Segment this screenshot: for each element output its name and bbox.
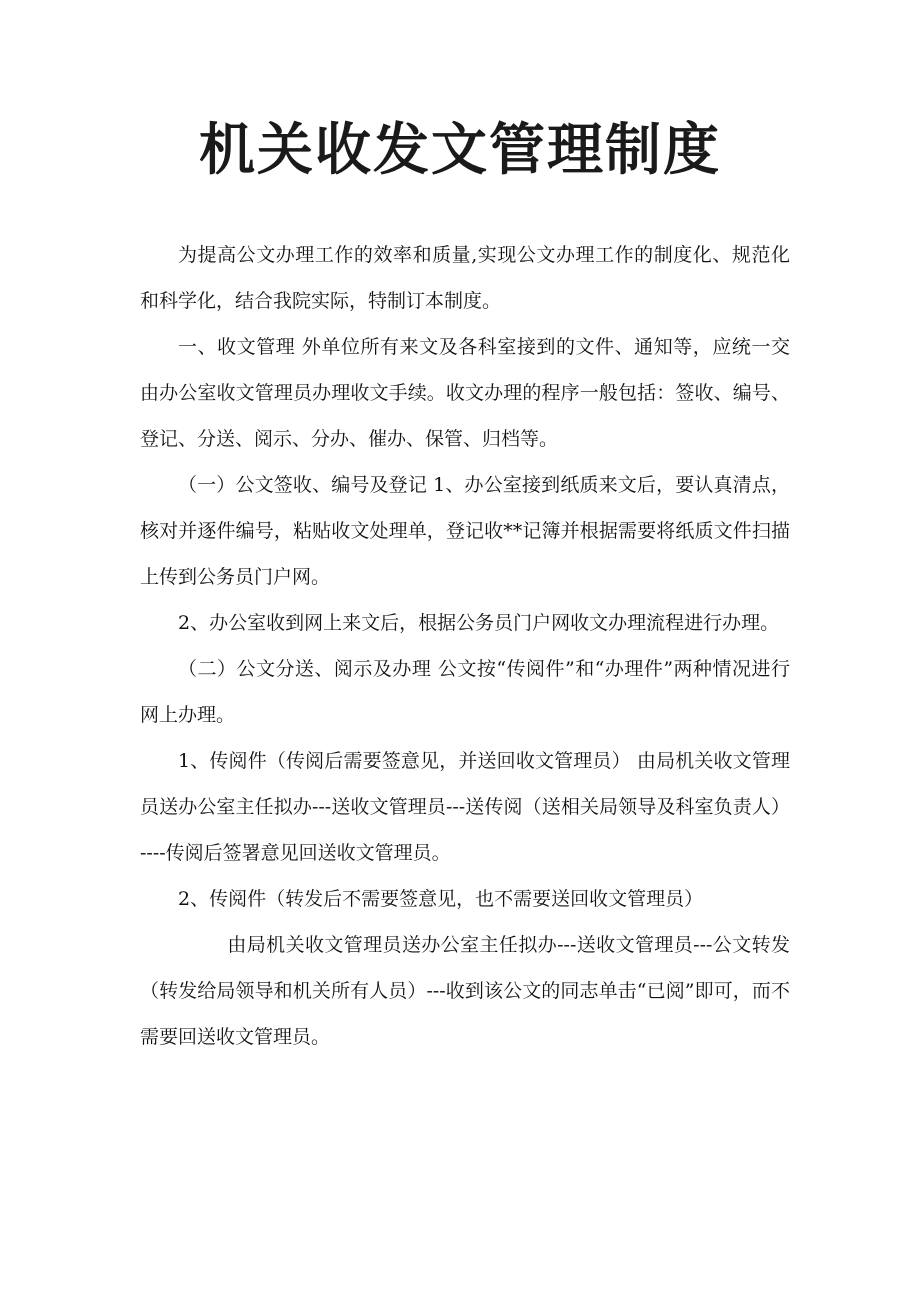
paragraph-circulation-without-opinion: 2、传阅件（转发后不需要签意见，也不需要送回收文管理员） [178, 888, 704, 910]
paragraph-online-receipt: 2、办公室收到网上来文后，根据公务员门户网收文办理流程进行办理。 [178, 612, 780, 634]
paragraph-sign-number-register: （一）公文签收、编号及登记 1、办公室接到纸质来文后，要认真清点，核对并逐件编号，粘贴收文处理单，登记收**记簿并根据需要将纸质文件扫描上传到公务员门户网。 [140, 474, 790, 588]
paragraph-distribution: （二）公文分送、阅示及办理 公文按“传阅件”和“办理件”两种情况进行网上办理。 [140, 658, 790, 726]
paragraph-intro: 为提高公文办理工作的效率和质量,实现公文办理工作的制度化、规范化和科学化，结合我院实际，特制订本制度。 [140, 244, 790, 312]
paragraph-forwarding-process: 由局机关收文管理员送办公室主任拟办---送收文管理员---公文转发（转发给局领导和机关所有人员）---收到该公文的同志单击“已阅”即可，而不需要回送收文管理员。 [140, 934, 790, 1048]
paragraph-receiving-management: 一、收文管理 外单位所有来文及各科室接到的文件、通知等，应统一交由办公室收文管理员办理收文手续。收文办理的程序一般包括：签收、编号、登记、分送、阅示、分办、催办、保管、归档等。 [140, 336, 790, 450]
document-title: 机关收发文管理制度 [199, 117, 721, 183]
document-body [140, 232, 790, 1060]
paragraph-circulation-with-opinion: 1、传阅件（传阅后需要签意见，并送回收文管理员） 由局机关收文管理员送办公室主任拟办---送收文管理员---送传阅（送相关局领导及科室负责人）----传阅后签署意见回送收文管理员。 [140, 750, 790, 864]
